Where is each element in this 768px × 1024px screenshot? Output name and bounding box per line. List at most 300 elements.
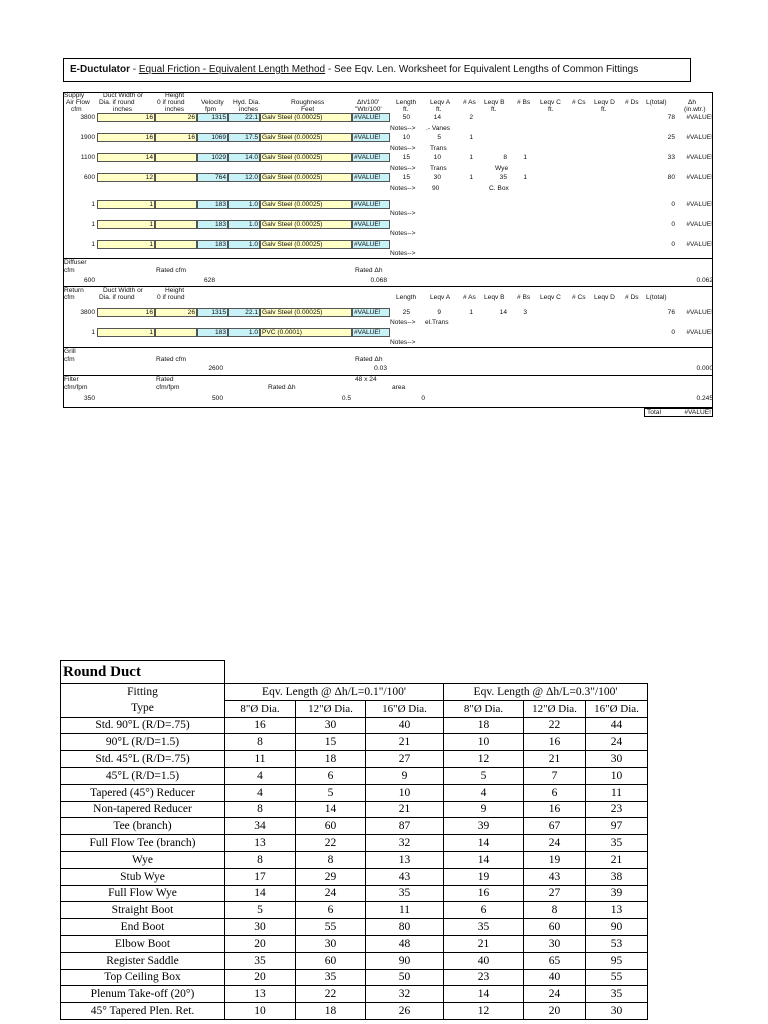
filter-cfm[interactable]: 350	[83, 395, 95, 402]
divider	[63, 347, 713, 348]
supply-length[interactable]: 10	[402, 134, 410, 141]
hdr-ltotal: L(total)	[646, 99, 667, 106]
filter-rated-label: Rated	[156, 376, 174, 383]
supply-dh-total: #VALUE!	[686, 174, 713, 181]
eqv-length-cell: 11	[225, 751, 296, 768]
eqv-length-cell: 20	[524, 1003, 586, 1020]
table-row	[61, 784, 648, 801]
eqv-length-cell: 38	[586, 868, 648, 885]
table-row	[61, 868, 648, 885]
return-hdr-ltotal: L(total)	[646, 294, 667, 301]
return-dh-total: #VALUE!	[686, 309, 713, 316]
grill-dh-label: Rated Δh	[355, 356, 383, 363]
hdr-ft3: ft.	[491, 106, 497, 113]
hdr-length: Length	[396, 99, 417, 106]
divider	[63, 258, 713, 259]
eqv-length-cell: 30	[296, 717, 366, 734]
fitting-type-cell: Top Ceiling Box	[61, 969, 225, 986]
eqv-length-cell: 35	[366, 885, 444, 902]
supply-cfm[interactable]: 1100	[80, 154, 95, 161]
return-ltotal: 76	[667, 309, 675, 316]
eqv-length-cell: 9	[366, 767, 444, 784]
note-a[interactable]: el.Trans	[425, 319, 449, 326]
supply-roughness-select[interactable]: Galv Steel (0.00025)	[260, 153, 352, 162]
return-hdr-leqvd: Leqv D	[594, 294, 615, 301]
app-name: E-Ductulator	[70, 64, 130, 75]
eqv-length-cell: 87	[366, 818, 444, 835]
supply-cfm[interactable]: 1	[91, 241, 95, 248]
return-roughness-select[interactable]: PVC (0.0001)	[260, 328, 352, 337]
return-hdr-nas: # As	[463, 294, 476, 301]
return-label: Return	[64, 287, 84, 294]
hdr-cfm: cfm	[71, 106, 82, 113]
notes-label: Notes-->	[390, 125, 416, 132]
supply-velocity: 1069	[197, 133, 228, 142]
return-hdr-nds: # Ds	[625, 294, 639, 301]
eqv-length-cell: 55	[296, 919, 366, 936]
eqv-length-cell: 13	[225, 986, 296, 1003]
fitting-type-cell: Plenum Take-off (20°)	[61, 986, 225, 1003]
diffuser-cfm[interactable]: 600	[83, 277, 95, 284]
diffuser-rated-label: Rated cfm	[156, 267, 187, 274]
eqv-length-cell: 8	[524, 902, 586, 919]
fitting-type-cell: Straight Boot	[61, 902, 225, 919]
supply-height-input[interactable]	[155, 173, 197, 182]
fitting-type-cell: 90°L (R/D=1.5)	[61, 734, 225, 751]
eqv-length-cell: 11	[586, 784, 648, 801]
eqv-length-cell: 10	[444, 734, 524, 751]
eqv-length-cell: 26	[366, 1003, 444, 1020]
eqv-length-cell: 15	[296, 734, 366, 751]
grill-label: Grill	[64, 348, 76, 355]
fitting-type-cell: Stub Wye	[61, 868, 225, 885]
fitting-type-cell: End Boot	[61, 919, 225, 936]
filter-dh[interactable]: 0.5	[341, 395, 351, 402]
notes-label: Notes-->	[390, 319, 416, 326]
note-b[interactable]: C. Box	[489, 185, 509, 192]
supply-cfm[interactable]: 600	[83, 174, 95, 181]
eqv-length-cell: 27	[366, 751, 444, 768]
return-ltotal: 0	[671, 329, 675, 336]
dia-header: 12"Ø Dia.	[296, 700, 366, 717]
return-dh: #VALUE!	[352, 308, 390, 317]
fitting-type-cell: Full Flow Wye	[61, 885, 225, 902]
filter-rated[interactable]: 500	[211, 395, 223, 402]
eqv-length-cell: 8	[225, 851, 296, 868]
table-row	[61, 885, 648, 902]
supply-dh-total: #VALUE!	[686, 154, 713, 161]
supply-roughness-select[interactable]: Galv Steel (0.00025)	[260, 113, 352, 122]
eqv-length-cell: 32	[366, 986, 444, 1003]
eqv-length-cell: 35	[586, 986, 648, 1003]
return-width-input[interactable]: 16	[97, 308, 155, 317]
table-row	[61, 902, 648, 919]
round-duct-title: Round Duct	[61, 661, 225, 684]
eqv-length-cell: 21	[586, 851, 648, 868]
round-duct-table	[60, 660, 648, 1020]
supply-dh: #VALUE!	[352, 220, 390, 229]
ductulator-sheet	[63, 92, 713, 418]
eqv-length-cell: 6	[444, 902, 524, 919]
supply-nas[interactable]: 1	[469, 154, 473, 161]
return-velocity: 183	[197, 328, 228, 337]
diffuser-cfm-label: cfm	[64, 267, 75, 274]
grill-rated-label: Rated cfm	[156, 356, 187, 363]
hdr-nas: # As	[463, 99, 476, 106]
eqv-length-cell: 32	[366, 835, 444, 852]
hdr-leqvb: Leqv B	[484, 99, 505, 106]
hdr-hyddia: Hyd. Dia.	[233, 99, 261, 106]
supply-dh: #VALUE!	[352, 240, 390, 249]
eqv-length-cell: 23	[444, 969, 524, 986]
fitting-type-cell: Register Saddle	[61, 952, 225, 969]
eqv-length-cell: 16	[225, 717, 296, 734]
supply-velocity: 183	[197, 220, 228, 229]
supply-dh: #VALUE!	[352, 200, 390, 209]
supply-width-input[interactable]: 16	[97, 133, 155, 142]
supply-width-input[interactable]: 14	[97, 153, 155, 162]
divider	[63, 286, 713, 287]
supply-hyd-dia: 1.0	[228, 200, 260, 209]
supply-nas[interactable]: 1	[469, 174, 473, 181]
supply-length[interactable]: 50	[402, 114, 410, 121]
eqv-length-cell: 16	[524, 801, 586, 818]
hdr-leqvd: Leqv D	[594, 99, 615, 106]
supply-roughness-select[interactable]: Galv Steel (0.00025)	[260, 200, 352, 209]
supply-dh: #VALUE!	[352, 113, 390, 122]
eqv-length-cell: 29	[296, 868, 366, 885]
eqv-length-cell: 20	[225, 935, 296, 952]
return-hdr-leqvc: Leqv C	[540, 294, 561, 301]
notes-label: Notes-->	[390, 250, 416, 257]
table-row	[61, 935, 648, 952]
eqv-length-cell: 6	[296, 767, 366, 784]
supply-hyd-dia: 12.0	[228, 173, 260, 182]
eqv-length-cell: 10	[225, 1003, 296, 1020]
eqv-length-cell: 80	[366, 919, 444, 936]
return-roughness-select[interactable]: Galv Steel (0.00025)	[260, 308, 352, 317]
eqv-length-cell: 5	[444, 767, 524, 784]
eqv-length-cell: 27	[524, 885, 586, 902]
eqv-length-cell: 21	[524, 751, 586, 768]
supply-leqvb[interactable]: 8	[503, 154, 507, 161]
hdr-duct-width: Duct Width or	[103, 92, 143, 99]
supply-ltotal: 25	[667, 134, 675, 141]
hdr-nds: # Ds	[625, 99, 639, 106]
supply-dh-total: #VALUE!	[686, 221, 713, 228]
filter-dh-label: Rated Δh	[268, 384, 296, 391]
eqv-length-cell: 39	[586, 885, 648, 902]
return-leqva[interactable]: 9	[437, 309, 441, 316]
eqv-length-cell: 14	[444, 835, 524, 852]
supply-height-input[interactable]	[155, 200, 197, 209]
table-row	[61, 818, 648, 835]
supply-dh-total: #VALUE!	[686, 114, 713, 121]
eqv-length-cell: 20	[225, 969, 296, 986]
table-row	[61, 801, 648, 818]
supply-leqva[interactable]: 5	[437, 134, 441, 141]
fitting-type-cell: Non-tapered Reducer	[61, 801, 225, 818]
supply-length[interactable]: 15	[402, 154, 410, 161]
return-nas[interactable]: 1	[469, 309, 473, 316]
eqv-length-cell: 30	[524, 935, 586, 952]
supply-dh: #VALUE!	[352, 173, 390, 182]
eqv-length-cell: 22	[524, 717, 586, 734]
supply-hyd-dia: 17.5	[228, 133, 260, 142]
eqv-length-cell: 30	[296, 935, 366, 952]
supply-roughness-select[interactable]: Galv Steel (0.00025)	[260, 240, 352, 249]
col-fitting: Fitting	[61, 684, 225, 701]
hdr-velocity: Velocity	[201, 99, 224, 106]
eqv-length-cell: 95	[586, 952, 648, 969]
dia-header: 8"Ø Dia.	[225, 700, 296, 717]
eqv-length-cell: 13	[366, 851, 444, 868]
note-a[interactable]: 90	[432, 185, 440, 192]
supply-cfm[interactable]: 1	[91, 201, 95, 208]
supply-roughness-select[interactable]: Galv Steel (0.00025)	[260, 220, 352, 229]
spacer	[225, 661, 648, 684]
fitting-type-cell: 45° Tapered Plen. Ret.	[61, 1003, 225, 1020]
eqv-length-cell: 6	[296, 902, 366, 919]
table-row	[61, 969, 648, 986]
return-velocity: 1315	[197, 308, 228, 317]
table-row	[61, 1003, 648, 1020]
supply-roughness-select[interactable]: Galv Steel (0.00025)	[260, 133, 352, 142]
supply-ltotal: 0	[671, 241, 675, 248]
eqv-length-cell: 43	[524, 868, 586, 885]
eqv-length-cell: 50	[366, 969, 444, 986]
return-hdr-0ifround: 0 if round	[157, 294, 185, 301]
supply-hyd-dia: 14.0	[228, 153, 260, 162]
supply-nas[interactable]: 2	[469, 114, 473, 121]
supply-dh-total: #VALUE!	[686, 201, 713, 208]
eqv-length-cell: 5	[296, 784, 366, 801]
grill-cfm-label: cfm	[64, 356, 75, 363]
eqv-length-cell: 22	[296, 986, 366, 1003]
return-hyd-dia: 1.0	[228, 328, 260, 337]
supply-nas[interactable]: 1	[469, 134, 473, 141]
eqv-length-cell: 43	[366, 868, 444, 885]
supply-velocity: 1029	[197, 153, 228, 162]
return-hdr-leqvb: Leqv B	[484, 294, 505, 301]
title-separator: -	[130, 64, 139, 75]
return-dh-total: #VALUE!	[686, 329, 713, 336]
return-hdr-ncs: # Cs	[572, 294, 586, 301]
fitting-type-cell: Tee (branch)	[61, 818, 225, 835]
eqv-length-cell: 14	[225, 885, 296, 902]
eqv-length-cell: 17	[225, 868, 296, 885]
fitting-type-cell: 45°L (R/D=1.5)	[61, 767, 225, 784]
supply-width-input[interactable]: 1	[97, 220, 155, 229]
supply-ltotal: 33	[667, 154, 675, 161]
hdr-fpm: fpm	[205, 106, 216, 113]
eqv-length-cell: 13	[586, 902, 648, 919]
fitting-type-cell: Std. 90°L (R/D=.75)	[61, 717, 225, 734]
notes-label: Notes-->	[390, 230, 416, 237]
note-a[interactable]: .- Vanes	[426, 125, 451, 132]
eqv-length-cell: 18	[444, 717, 524, 734]
hdr-inches2: inches	[165, 106, 185, 113]
eqv-length-cell: 13	[225, 835, 296, 852]
eqv-length-cell: 30	[586, 751, 648, 768]
table-row	[61, 952, 648, 969]
return-width-input[interactable]: 1	[97, 328, 155, 337]
hdr-leqvc: Leqv C	[540, 99, 561, 106]
diffuser-dh[interactable]: 0.068	[370, 277, 387, 284]
hdr-height: Height	[165, 92, 185, 99]
eqv-length-cell: 35	[225, 952, 296, 969]
supply-hyd-dia: 22.1	[228, 113, 260, 122]
eqv-length-cell: 48	[366, 935, 444, 952]
fitting-type-cell: Full Flow Tee (branch)	[61, 835, 225, 852]
table-row	[61, 767, 648, 784]
supply-cfm[interactable]: 3800	[80, 114, 95, 121]
eqv-length-cell: 60	[296, 818, 366, 835]
total-label: Total	[647, 409, 661, 416]
eqv-length-cell: 40	[444, 952, 524, 969]
return-height-input[interactable]	[155, 328, 197, 337]
eqv-length-cell: 8	[225, 801, 296, 818]
supply-velocity: 183	[197, 240, 228, 249]
eqv-length-cell: 21	[366, 801, 444, 818]
return-nbs[interactable]: 3	[523, 309, 527, 316]
hdr-0ifround: 0 if round	[157, 99, 185, 106]
return-leqvb[interactable]: 14	[499, 309, 507, 316]
table-row	[61, 751, 648, 768]
supply-height-input[interactable]	[155, 153, 197, 162]
return-hdr-dia: Dia. if round	[99, 294, 135, 301]
note-b[interactable]: Wye	[495, 165, 509, 172]
supply-leqva[interactable]: 30	[433, 174, 441, 181]
eqv-length-cell: 18	[296, 751, 366, 768]
supply-height-input[interactable]	[155, 220, 197, 229]
dia-header: 12"Ø Dia.	[524, 700, 586, 717]
hdr-inches1: inches	[113, 106, 133, 113]
supply-leqvb[interactable]: 35	[499, 174, 507, 181]
supply-ltotal: 80	[667, 174, 675, 181]
eqv-length-cell: 90	[366, 952, 444, 969]
supply-leqva[interactable]: 10	[433, 154, 441, 161]
eqv-length-cell: 24	[524, 835, 586, 852]
eqv-length-cell: 44	[586, 717, 648, 734]
eqv-length-cell: 67	[524, 818, 586, 835]
supply-width-input[interactable]: 12	[97, 173, 155, 182]
return-hdr-width: Duct Width or	[103, 287, 143, 294]
supply-ltotal: 0	[671, 201, 675, 208]
eqv-length-cell: 16	[524, 734, 586, 751]
return-hdr-leqva: Leqv A	[430, 294, 451, 301]
eqv-length-cell: 19	[524, 851, 586, 868]
supply-hyd-dia: 1.0	[228, 240, 260, 249]
group-header-1: Eqv. Length @ Δh/L=0.1"/100'	[225, 684, 444, 701]
return-cfm[interactable]: 1	[91, 329, 95, 336]
grill-total: 0.000	[696, 365, 713, 372]
hdr-airflow: Air Flow	[66, 99, 90, 106]
eqv-length-cell: 30	[586, 1003, 648, 1020]
supply-nbs[interactable]: 1	[523, 174, 527, 181]
eqv-length-cell: 35	[296, 969, 366, 986]
note-a[interactable]: Trans	[430, 145, 447, 152]
supply-ltotal: 0	[671, 221, 675, 228]
eqv-length-cell: 30	[225, 919, 296, 936]
grill-rated[interactable]: 2600	[208, 365, 223, 372]
table-row	[61, 835, 648, 852]
supply-width-input[interactable]: 16	[97, 113, 155, 122]
eqv-length-cell: 11	[366, 902, 444, 919]
eqv-length-cell: 55	[586, 969, 648, 986]
eqv-length-cell: 24	[524, 986, 586, 1003]
return-hdr-height: Height	[165, 287, 185, 294]
supply-height-input[interactable]: 26	[155, 113, 197, 122]
supply-roughness-select[interactable]: Galv Steel (0.00025)	[260, 173, 352, 182]
hdr-leqva: Leqv A	[430, 99, 451, 106]
filter-total: 0.245	[696, 395, 713, 402]
filter-cfm-label: cfm/fpm	[64, 384, 88, 391]
supply-height-input[interactable]	[155, 240, 197, 249]
notes-label: Notes-->	[390, 210, 416, 217]
eqv-length-cell: 12	[444, 751, 524, 768]
eqv-length-cell: 34	[225, 818, 296, 835]
note-a[interactable]: Trans	[430, 165, 447, 172]
eqv-length-cell: 21	[366, 734, 444, 751]
supply-length[interactable]: 15	[402, 174, 410, 181]
supply-height-input[interactable]: 16	[155, 133, 197, 142]
filter-rated-unit: cfm/fpm	[156, 384, 180, 391]
grill-dh[interactable]: 0.03	[374, 365, 387, 372]
eqv-length-cell: 18	[296, 1003, 366, 1020]
diffuser-rated[interactable]: 628	[203, 277, 215, 284]
hdr-ft5: ft.	[601, 106, 607, 113]
eqv-length-cell: 16	[444, 885, 524, 902]
fitting-type-cell: Wye	[61, 851, 225, 868]
supply-cfm[interactable]: 1	[91, 221, 95, 228]
supply-width-input[interactable]: 1	[97, 240, 155, 249]
return-length[interactable]: 25	[402, 309, 410, 316]
supply-leqva[interactable]: 14	[433, 114, 441, 121]
hdr-ft4: ft.	[548, 106, 554, 113]
table-row	[61, 717, 648, 734]
hdr-inwtr: (in.wtr.)	[684, 106, 706, 113]
dia-header: 16"Ø Dia.	[586, 700, 648, 717]
supply-nbs[interactable]: 1	[523, 154, 527, 161]
return-cfm[interactable]: 3800	[80, 309, 95, 316]
eqv-length-cell: 4	[444, 784, 524, 801]
return-hdr-nbs: # Bs	[517, 294, 531, 301]
hdr-roughness: Roughness	[291, 99, 325, 106]
filter-size[interactable]: 48 x 24	[355, 376, 377, 383]
supply-cfm[interactable]: 1900	[80, 134, 95, 141]
eqv-length-cell: 40	[366, 717, 444, 734]
hdr-inches3: inches	[239, 106, 259, 113]
total-box	[644, 408, 713, 417]
supply-width-input[interactable]: 1	[97, 200, 155, 209]
table-row	[61, 851, 648, 868]
notes-label: Notes-->	[390, 185, 416, 192]
return-height-input[interactable]: 26	[155, 308, 197, 317]
eqv-length-cell: 40	[524, 969, 586, 986]
eqv-length-cell: 6	[524, 784, 586, 801]
filter-area-label: area	[392, 384, 406, 391]
eqv-length-cell: 8	[225, 734, 296, 751]
hdr-feet: Feet	[301, 106, 315, 113]
dia-header: 8"Ø Dia.	[444, 700, 524, 717]
diffuser-total: 0.062	[696, 277, 713, 284]
eqv-length-cell: 14	[296, 801, 366, 818]
eqv-length-cell: 4	[225, 767, 296, 784]
eqv-length-cell: 97	[586, 818, 648, 835]
method-link[interactable]: Equal Friction - Equivalent Length Method	[138, 64, 326, 75]
hdr-dh100: Δh/100'	[357, 99, 380, 106]
